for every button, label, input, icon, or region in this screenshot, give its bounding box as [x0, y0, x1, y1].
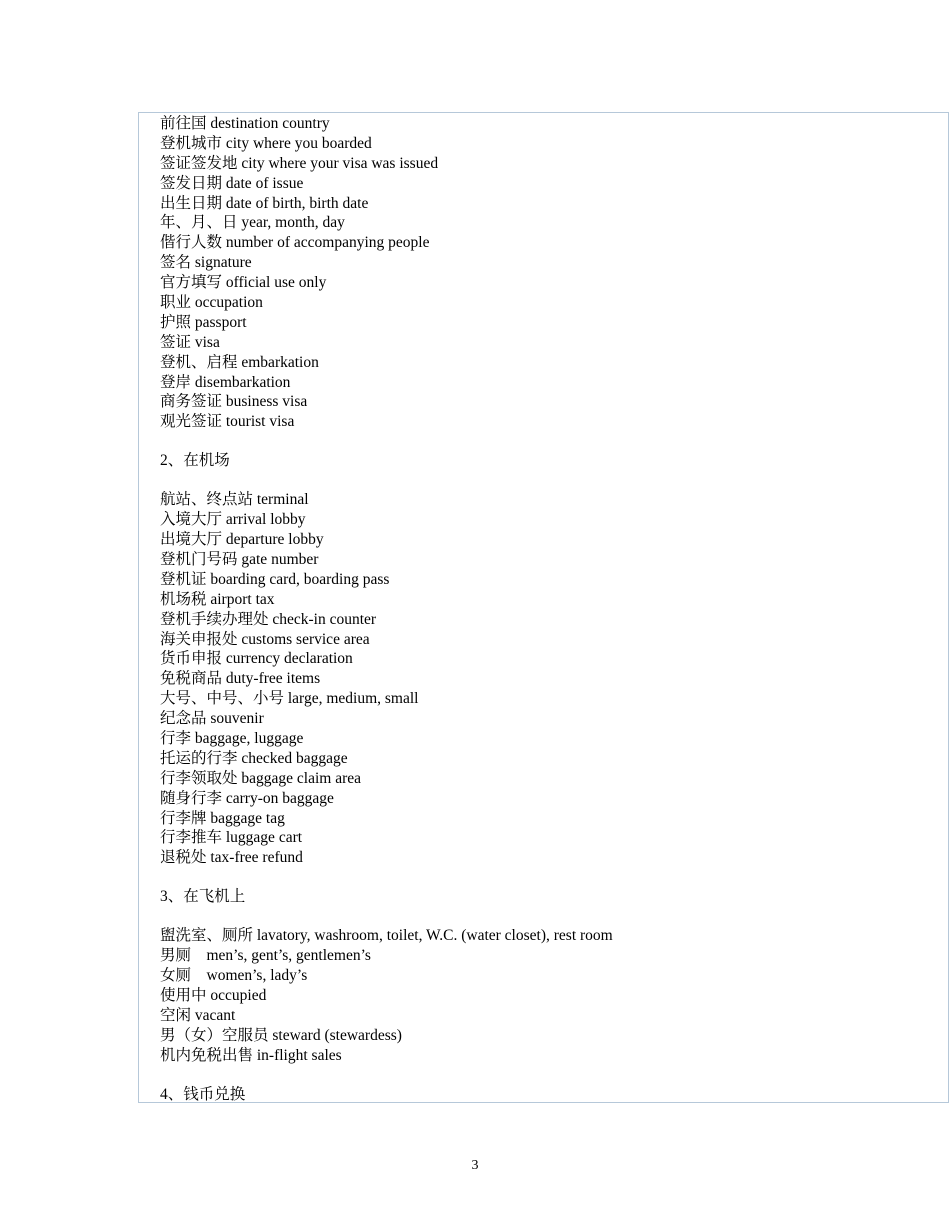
vocab-line: 登岸 disembarkation [160, 373, 291, 391]
spacer [160, 1066, 948, 1085]
vocab-line: 海关申报处 customs service area [160, 630, 370, 648]
vocab-line: 入境大厅 arrival lobby [160, 511, 306, 529]
spacer [160, 868, 948, 887]
vocab-line: 随身行李 carry-on baggage [160, 789, 334, 807]
vocab-line: 出生日期 date of birth, birth date [160, 194, 369, 212]
page-number: 3 [471, 1158, 479, 1173]
spacer [160, 471, 948, 490]
vocab-line: 机场税 airport tax [160, 590, 275, 608]
vocab-line: 行李领取处 baggage claim area [160, 769, 361, 787]
vocab-line: 年、月、日 year, month, day [160, 214, 345, 232]
vocab-line: 职业 occupation [160, 294, 263, 312]
vocab-line: 偕行人数 number of accompanying people [160, 234, 430, 252]
section-heading: 4、钱币兑换 [160, 1085, 246, 1103]
vocab-line: 登机证 boarding card, boarding pass [160, 570, 390, 588]
vocab-line: 纪念品 souvenir [160, 710, 264, 728]
vocabulary-lines [160, 114, 948, 1103]
vocab-line: 行李牌 baggage tag [160, 809, 285, 827]
vocab-line: 大号、中号、小号 large, medium, small [160, 690, 419, 708]
vocab-line: 出境大厅 departure lobby [160, 531, 324, 549]
vocab-line: 观光签证 tourist visa [160, 413, 295, 431]
vocab-line: 登机城市 city where you boarded [160, 134, 372, 152]
vocab-line: 空闲 vacant [160, 1006, 236, 1024]
vocab-line: 登机门号码 gate number [160, 551, 319, 568]
vocab-line: 前往国 destination country [160, 115, 330, 132]
vocab-line: 退税处 tax-free refund [160, 849, 303, 867]
vocab-line: 男厕 men’s, gent’s, gentlemen’s [160, 947, 371, 965]
vocab-line: 机内免税出售 in-flight sales [160, 1046, 342, 1064]
vocab-line: 托运的行李 checked baggage [160, 749, 348, 767]
section-heading: 2、在机场 [160, 452, 230, 470]
vocab-line: 护照 passport [160, 313, 247, 331]
vocab-line: 航站、终点站 terminal [160, 491, 309, 509]
vocab-line: 男（女）空服员 steward (stewardess) [160, 1026, 402, 1044]
vocabulary-text-box [138, 112, 949, 1103]
vocab-line: 签证 visa [160, 333, 220, 351]
spacer [160, 907, 948, 926]
vocab-line: 签名 signature [160, 254, 252, 272]
vocab-line: 行李推车 luggage cart [160, 829, 303, 847]
vocab-line: 免税商品 duty-free items [160, 670, 321, 688]
vocab-line: 签证签发地 city where your visa was issued [160, 154, 439, 172]
vocab-line: 登机、启程 embarkation [160, 353, 319, 371]
vocab-line: 女厕 women’s, lady’s [160, 967, 308, 985]
section-heading: 3、在飞机上 [160, 888, 246, 906]
vocab-line: 盥洗室、厕所 lavatory, washroom, toilet, W.C. (water closet), rest room [160, 927, 613, 945]
vocab-line: 货币申报 currency declaration [160, 650, 353, 668]
vocab-line: 官方填写 official use only [160, 274, 327, 292]
vocab-line: 行李 baggage, luggage [160, 730, 304, 748]
vocab-line: 商务签证 business visa [160, 393, 308, 411]
vocab-line: 登机手续办理处 check-in counter [160, 610, 377, 628]
spacer [160, 432, 948, 451]
vocab-line: 签发日期 date of issue [160, 174, 304, 192]
vocab-line: 使用中 occupied [160, 987, 267, 1004]
